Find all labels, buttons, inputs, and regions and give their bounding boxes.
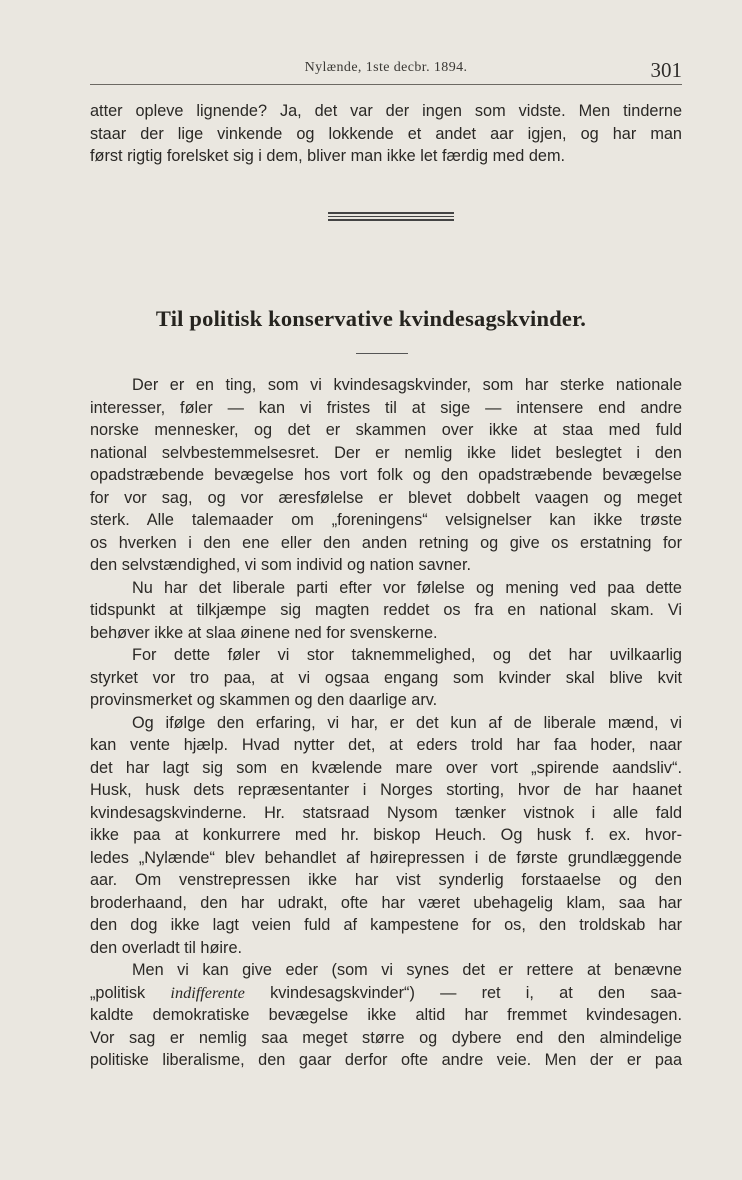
text-line: Vor sag er nemlig saa meget større og dybere end den almindelige [90, 1028, 682, 1047]
text-line: behøver ikke at slaa øinene ned for svenskerne. [90, 623, 438, 642]
text-line-mixed [90, 982, 682, 1005]
text-line: national selvbestemmelsesret. Der er nemlig ikke lidet beslegtet i den [90, 443, 682, 462]
text-line: politiske liberalisme, den gaar derfor ofte andre veie. Men der er paa [90, 1051, 682, 1069]
text-line: staar der lige vinkende og lokkende et andet aar igjen, og har man [90, 124, 682, 143]
title-rule [356, 353, 408, 354]
text-line: den overladt til høire. [90, 938, 243, 957]
text-line: aar. Om venstrepressen ikke har vist synderlig forstaaelse og den [90, 871, 682, 889]
text-line: den selvstændighed, vi som individ og nation savner. [90, 556, 472, 574]
article-body [90, 374, 682, 1072]
text-segment: kvindesagskvinder“) — ret i, at den saa- [270, 983, 682, 1002]
text-line: Men vi kan give eder (som vi synes det er rettere at benævne [132, 961, 682, 979]
article-title: Til politisk konservative kvindesagskvinder. [155, 306, 587, 331]
page-number: 301 [650, 58, 682, 82]
text-line: broderhaand, den har udrakt, ofte har været ubehagelig klam, saa har [90, 893, 682, 912]
text-line: tidspunkt at tilkjæmpe sig magten reddet os fra en national skam. Vi [90, 601, 682, 619]
text-line: styrket vor tro paa, at vi ogsaa engang som kvinder skal blive kvit [90, 668, 682, 687]
text-line: Der er en ting, som vi kvindesagskvinder, som har sterke nationale [132, 376, 682, 394]
running-title: Nylænde, 1ste decbr. 1894. [304, 60, 468, 75]
text-line: interesser, føler — kan vi fristes til at sige — intensere end andre [90, 398, 682, 417]
text-line: først rigtig forelsket sig i dem, bliver man ikke let færdig med dem. [90, 147, 566, 165]
italic-emphasis: indifferente [170, 982, 245, 1002]
text-line: For dette føler vi stor taknemmelighed, og det har uvilkaarlig [132, 646, 682, 664]
section-divider [328, 212, 454, 223]
text-segment: „politisk [90, 983, 146, 1002]
text-line: kvindesagskvinderne. Hr. statsraad Nysom tænker vistnok i alle fald [90, 803, 682, 822]
page-header [90, 58, 682, 84]
text-line: Og ifølge den erfaring, vi har, er det kun af de liberale mænd, vi [132, 713, 682, 732]
text-line: opadstræbende bevægelse hos vort folk og den opadstræbende bevægelse [90, 466, 682, 484]
text-line: ikke paa at konkurrere med hr. biskop Heuch. Og husk f. ex. hvor- [90, 826, 682, 844]
header-rule [90, 84, 682, 85]
text-line: Nu har det liberale parti efter vor følelse og mening ved paa dette [132, 578, 682, 597]
text-line: for vor sag, og vor æresfølelse er blevet dobbelt vaagen og meget [90, 488, 682, 507]
text-line: os hverken i den ene eller den anden retning og give os erstatning for [90, 533, 682, 552]
text-line: provinsmerket og skammen og den daarlige arv. [90, 691, 438, 709]
text-line: norske mennesker, og det er skammen over ikke at staa med fuld [90, 421, 682, 439]
text-line: det har lagt sig som en kvælende mare over vort „spirende aandsliv“. [90, 758, 682, 777]
text-line: kaldte demokratiske bevægelse ikke altid har fremmet kvindesagen. [90, 1006, 682, 1024]
text-line: atter opleve lignende? Ja, det var der ingen som vidste. Men tinderne [90, 102, 682, 120]
text-line: ledes „Nylænde“ blev behandlet af høirepressen i de første grundlæggende [90, 848, 682, 867]
intro-paragraph [90, 100, 682, 168]
text-line: den dog ikke lagt veien fuld af kampestene for os, den troldskab har [90, 916, 682, 934]
text-line: sterk. Alle talemaader om „foreningens“ velsignelser kan ikke trøste [90, 511, 682, 529]
text-line: kan vente hjælp. Hvad nytter det, at eders trold har faa hoder, naar [90, 736, 682, 754]
text-line: Husk, husk dets repræsentanter i Norges storting, hvor de har haanet [90, 781, 682, 799]
